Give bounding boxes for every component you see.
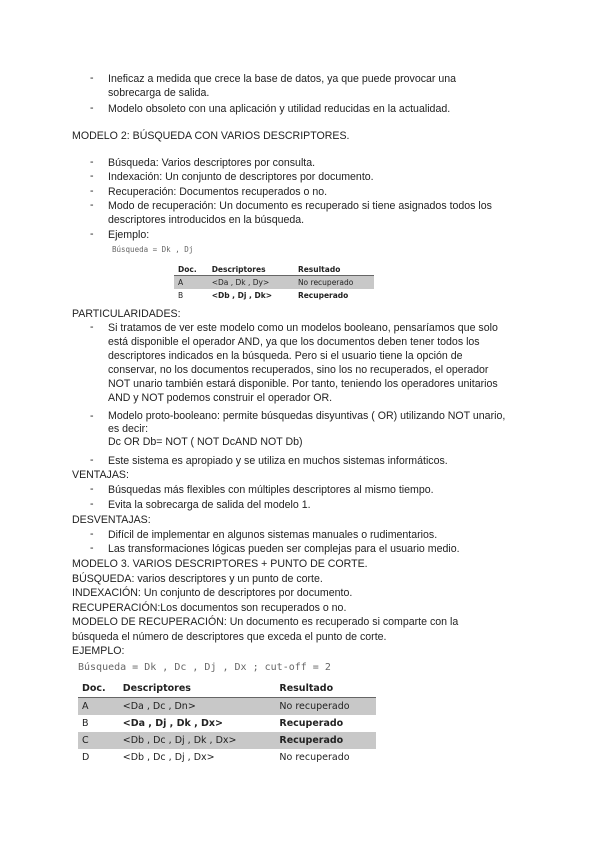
bullet-text: Modelo proto-booleano: permite búsquedas disyuntivas ( OR) utilizando NOT unario, es decir: Dc OR Db= NOT ( NOT DcAND NOT Db) — [108, 410, 506, 448]
table-header: Descriptores — [119, 680, 276, 698]
table-row — [78, 715, 376, 732]
bullet-text: Búsquedas más flexibles con múltiples descriptores al mismo tiempo. — [108, 484, 434, 496]
table-cell: A — [174, 276, 208, 290]
bullet-text: Recuperación: Documentos recuperados o no. — [108, 186, 328, 198]
bullet-text: Difícil de implementar en algunos sistemas manuales o rudimentarios. — [108, 529, 438, 541]
table-cell: Recuperado — [279, 718, 344, 729]
bullet-text: Indexación: Un conjunto de descriptores por documento. — [108, 171, 374, 183]
desventajas-heading: DESVENTAJAS: — [72, 514, 151, 526]
model3-ejemplo: EJEMPLO: — [72, 645, 125, 657]
table-cell: <Da , Dk , Dy> — [208, 276, 294, 290]
table-header: Doc. — [174, 263, 208, 276]
bullet-text: Este sistema es apropiado y se utiliza en muchos sistemas informáticos. — [108, 455, 448, 467]
table-row — [174, 276, 374, 290]
bullet-text: Modo de recuperación: Un documento es recuperado si tiene asignados todos los descriptores introducidos en la búsqueda. — [108, 200, 492, 226]
table-cell: A — [78, 698, 119, 716]
example2-table — [78, 680, 376, 766]
bullet-dash: - — [90, 542, 94, 554]
table-cell: No recuperado — [279, 752, 350, 763]
table-cell: <Db , Dc , Dj , Dx> — [122, 752, 215, 763]
table-cell: C — [78, 732, 119, 749]
bullet-dash: - — [90, 528, 94, 540]
table-header: Doc. — [78, 680, 119, 698]
bullet-dash: - — [90, 410, 94, 422]
table-cell: D — [82, 752, 90, 763]
bullet-text: Evita la sobrecarga de salida del modelo 1. — [108, 499, 311, 511]
ventajas-heading: VENTAJAS: — [72, 469, 129, 481]
bullet-text: Las transformaciones lógicas pueden ser complejas para el usuario medio. — [108, 543, 460, 555]
model3-modelo-line: MODELO DE RECUPERACIÓN: Un documento es recuperado si comparte con la — [72, 616, 459, 628]
table-header: Resultado — [275, 680, 376, 698]
bullet-dash: - — [90, 102, 94, 114]
table-cell: No recuperado — [294, 276, 374, 290]
bullet-dash: - — [90, 321, 94, 333]
example1-query: Búsqueda = Dk , Dj — [112, 245, 194, 254]
table-cell: <Da , Dc , Dn> — [119, 698, 276, 716]
bullet-dash: - — [90, 483, 94, 495]
bullet-text: Si tratamos de ver este modelo como un modelos booleano, pensaríamos que solo está disponible el operador AND, ya que los documentos deben tener todos los descriptores indicados en la búsqueda. Pero si el usuario tiene la opción de conservar, no los documentos recuperados, sino los no recuperados, el operador NOT unario también estará disponible. Por tanto, teniendo los operadores unitarios AND y NOT podemos construir el operador OR. — [108, 322, 498, 404]
example1-table — [174, 263, 374, 302]
bullet-dash: - — [90, 185, 94, 197]
bullet-dash: - — [90, 170, 94, 182]
table-cell: <Db , Dc , Dj , Dk , Dx> — [119, 732, 276, 749]
bullet-dash: - — [90, 454, 94, 466]
model3-modelo-line: búsqueda el número de descriptores que exceda el punto de corte. — [72, 631, 387, 643]
table-cell: B — [82, 718, 89, 729]
table-header: Descriptores — [208, 263, 294, 276]
table-cell: Recuperado — [297, 291, 349, 300]
table-row — [78, 732, 376, 749]
bullet-text: Modelo obsoleto con una aplicación y utilidad reducidas en la actualidad. — [108, 103, 451, 115]
bullet-dash: - — [90, 228, 94, 240]
table-header-row — [174, 263, 374, 276]
table-cell: B — [178, 291, 184, 300]
bullet-dash: - — [90, 72, 94, 84]
table-cell: No recuperado — [275, 698, 376, 716]
table-row — [174, 289, 374, 302]
bullet-dash: - — [90, 156, 94, 168]
model3-recuperacion: RECUPERACIÓN:Los documentos son recuperados o no. — [72, 602, 347, 614]
table-row — [78, 749, 376, 766]
model2-heading: MODELO 2: BÚSQUEDA CON VARIOS DESCRIPTORES. — [72, 130, 350, 142]
bullet-dash: - — [90, 498, 94, 510]
table-cell: <Da , Dj , Dk , Dx> — [122, 718, 223, 729]
bullet-text: Búsqueda: Varios descriptores por consulta. — [108, 157, 316, 169]
table-header-row — [78, 680, 376, 698]
example2-query: Búsqueda = Dk , Dc , Dj , Dx ; cut-off = 2 — [78, 662, 331, 673]
table-row — [78, 698, 376, 716]
particularidades-heading: PARTICULARIDADES: — [72, 308, 181, 320]
table-cell: Recuperado — [275, 732, 376, 749]
bullet-text: Ineficaz a medida que crece la base de datos, ya que puede provocar una sobrecarga de salida. — [108, 73, 457, 99]
model3-heading: MODELO 3. VARIOS DESCRIPTORES + PUNTO DE CORTE. — [72, 558, 368, 570]
bullet-dash: - — [90, 199, 94, 211]
table-cell: <Db , Dj , Dk> — [211, 291, 273, 300]
table-header: Resultado — [294, 263, 374, 276]
model3-busqueda: BÚSQUEDA: varios descriptores y un punto de corte. — [72, 573, 323, 585]
bullet-text: Ejemplo: — [108, 229, 150, 241]
model3-indexacion: INDEXACIÓN: Un conjunto de descriptores por documento. — [72, 587, 353, 599]
